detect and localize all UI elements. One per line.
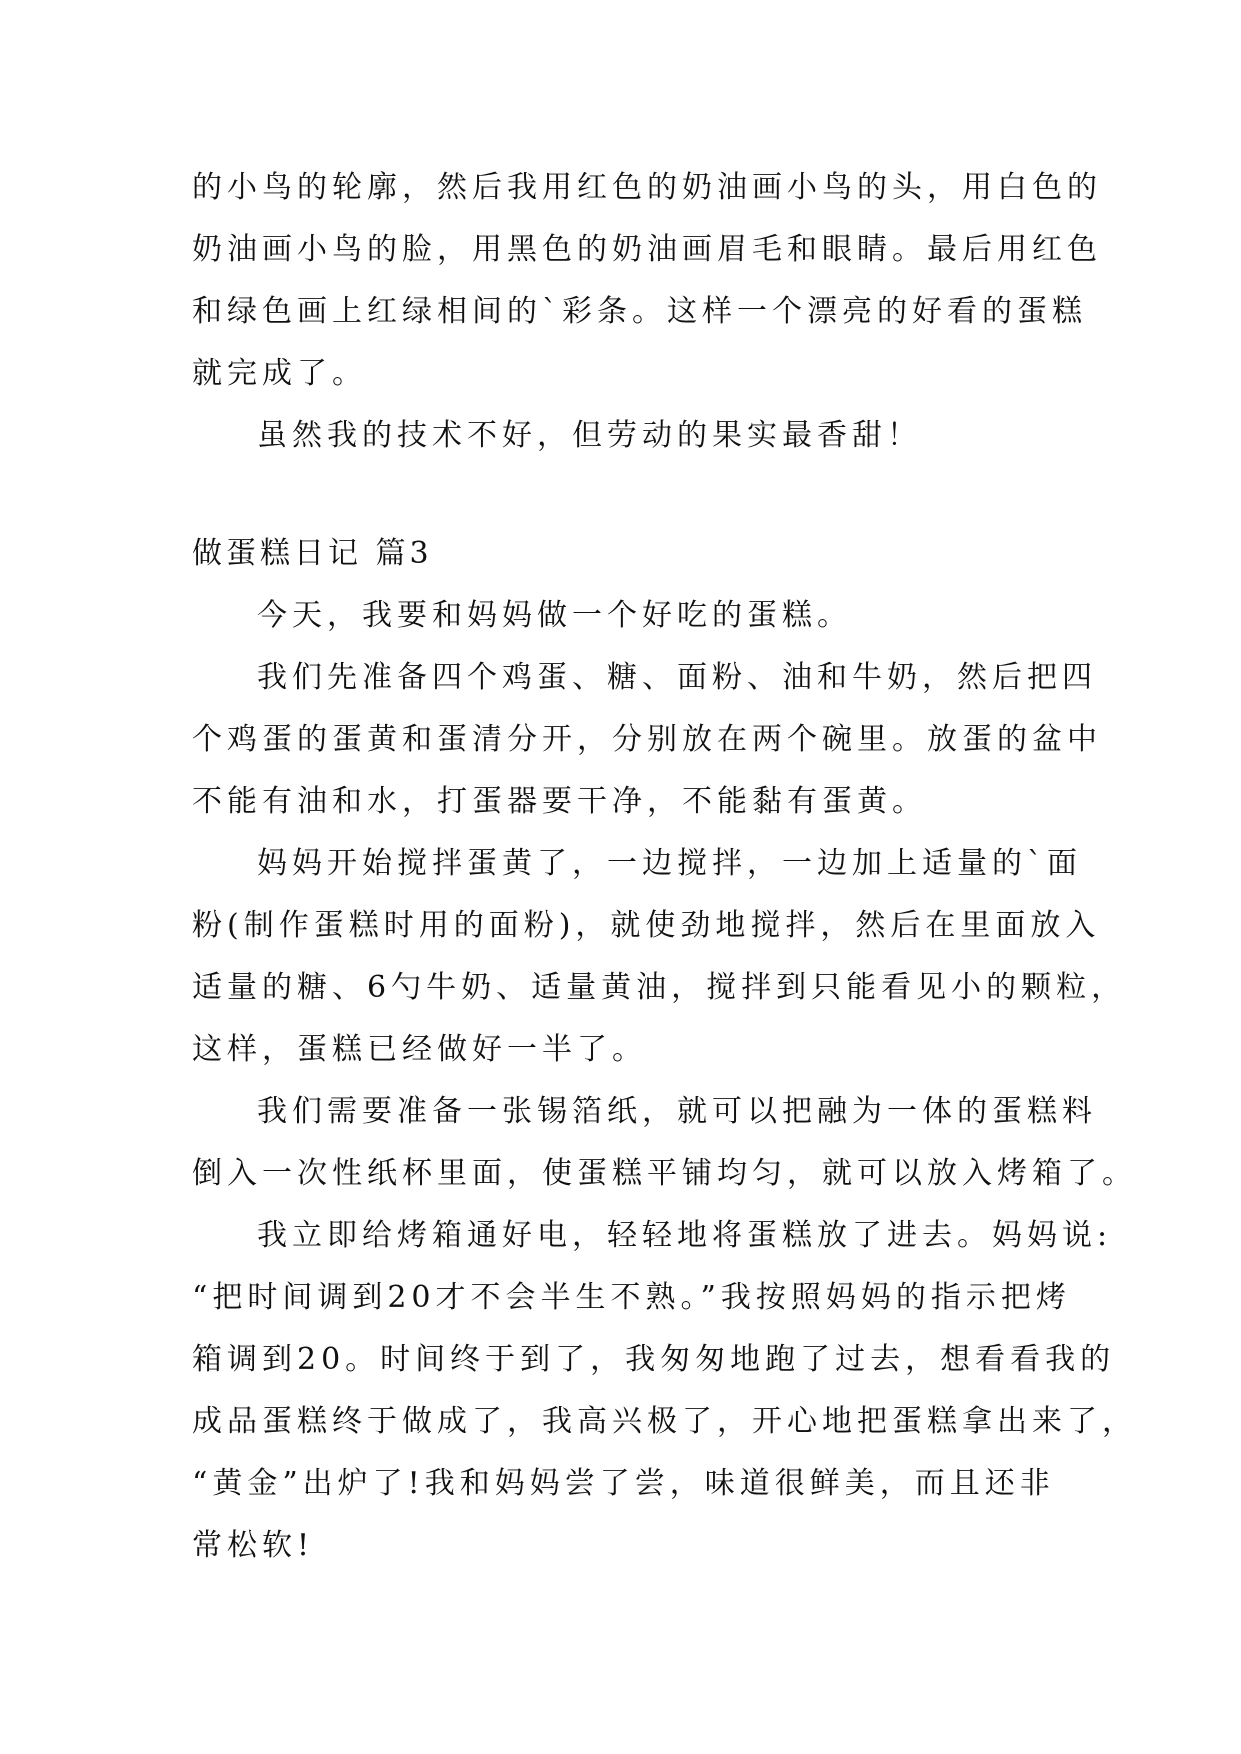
text-line: 虽然我的技术不好，但劳动的果实最香甜！ bbox=[257, 418, 922, 453]
paragraph-3 bbox=[192, 585, 1052, 647]
text-line: 和绿色画上红绿相间的`彩条。这样一个漂亮的好看的蛋糕 bbox=[192, 294, 1087, 329]
paragraph-1 bbox=[192, 157, 1102, 405]
text-line: 不能有油和水，打蛋器要干净，不能黏有蛋黄。 bbox=[192, 784, 927, 819]
text-line: 的小鸟的轮廓，然后我用红色的奶油画小鸟的头，用白色的 bbox=[192, 170, 1102, 205]
document-body bbox=[192, 157, 1137, 1577]
text-line: 个鸡蛋的蛋黄和蛋清分开，分别放在两个碗里。放蛋的盆中 bbox=[192, 722, 1102, 757]
text-line: 我们先准备四个鸡蛋、糖、面粉、油和牛奶，然后把四 bbox=[257, 660, 1097, 695]
paragraph-2 bbox=[192, 405, 1052, 467]
paragraph-4 bbox=[192, 647, 1102, 833]
text-line: “把时间调到20才不会半生不熟。”我按照妈妈的指示把烤 bbox=[192, 1280, 1071, 1315]
text-line: 奶油画小鸟的脸，用黑色的奶油画眉毛和眼睛。最后用红色 bbox=[192, 232, 1102, 267]
paragraph-7 bbox=[192, 1205, 1137, 1577]
text-line: 常松软! bbox=[192, 1528, 315, 1563]
text-line: “黄金”出炉了!我和妈妈尝了尝，味道很鲜美，而且还非 bbox=[192, 1466, 1055, 1501]
text-line: 适量的糖、6勺牛奶、适量黄油，搅拌到只能看见小的颗粒， bbox=[192, 970, 1127, 1005]
text-line: 今天，我要和妈妈做一个好吃的蛋糕。 bbox=[257, 598, 852, 633]
text-line: 粉(制作蛋糕时用的面粉)，就使劲地搅拌，然后在里面放入 bbox=[192, 908, 1101, 943]
text-line: 箱调到20。时间终于到了，我匆匆地跑了过去，想看看我的 bbox=[192, 1342, 1116, 1377]
text-line: 我们需要准备一张锡箔纸，就可以把融为一体的蛋糕料 bbox=[257, 1094, 1097, 1129]
text-line: 我立即给烤箱通好电，轻轻地将蛋糕放了进去。妈妈说: bbox=[257, 1218, 1113, 1253]
section-title: 做蛋糕日记 篇3 bbox=[192, 536, 433, 571]
text-line: 倒入一次性纸杯里面，使蛋糕平铺均匀，就可以放入烤箱了。 bbox=[192, 1156, 1137, 1191]
text-line: 就完成了。 bbox=[192, 356, 367, 391]
text-line: 这样，蛋糕已经做好一半了。 bbox=[192, 1032, 647, 1067]
section-gap bbox=[192, 467, 1052, 523]
text-line: 成品蛋糕终于做成了，我高兴极了，开心地把蛋糕拿出来了， bbox=[192, 1404, 1137, 1439]
text-line: 妈妈开始搅拌蛋黄了，一边搅拌，一边加上适量的`面 bbox=[257, 846, 1082, 881]
paragraph-5 bbox=[192, 833, 1127, 1081]
paragraph-6 bbox=[192, 1081, 1137, 1205]
